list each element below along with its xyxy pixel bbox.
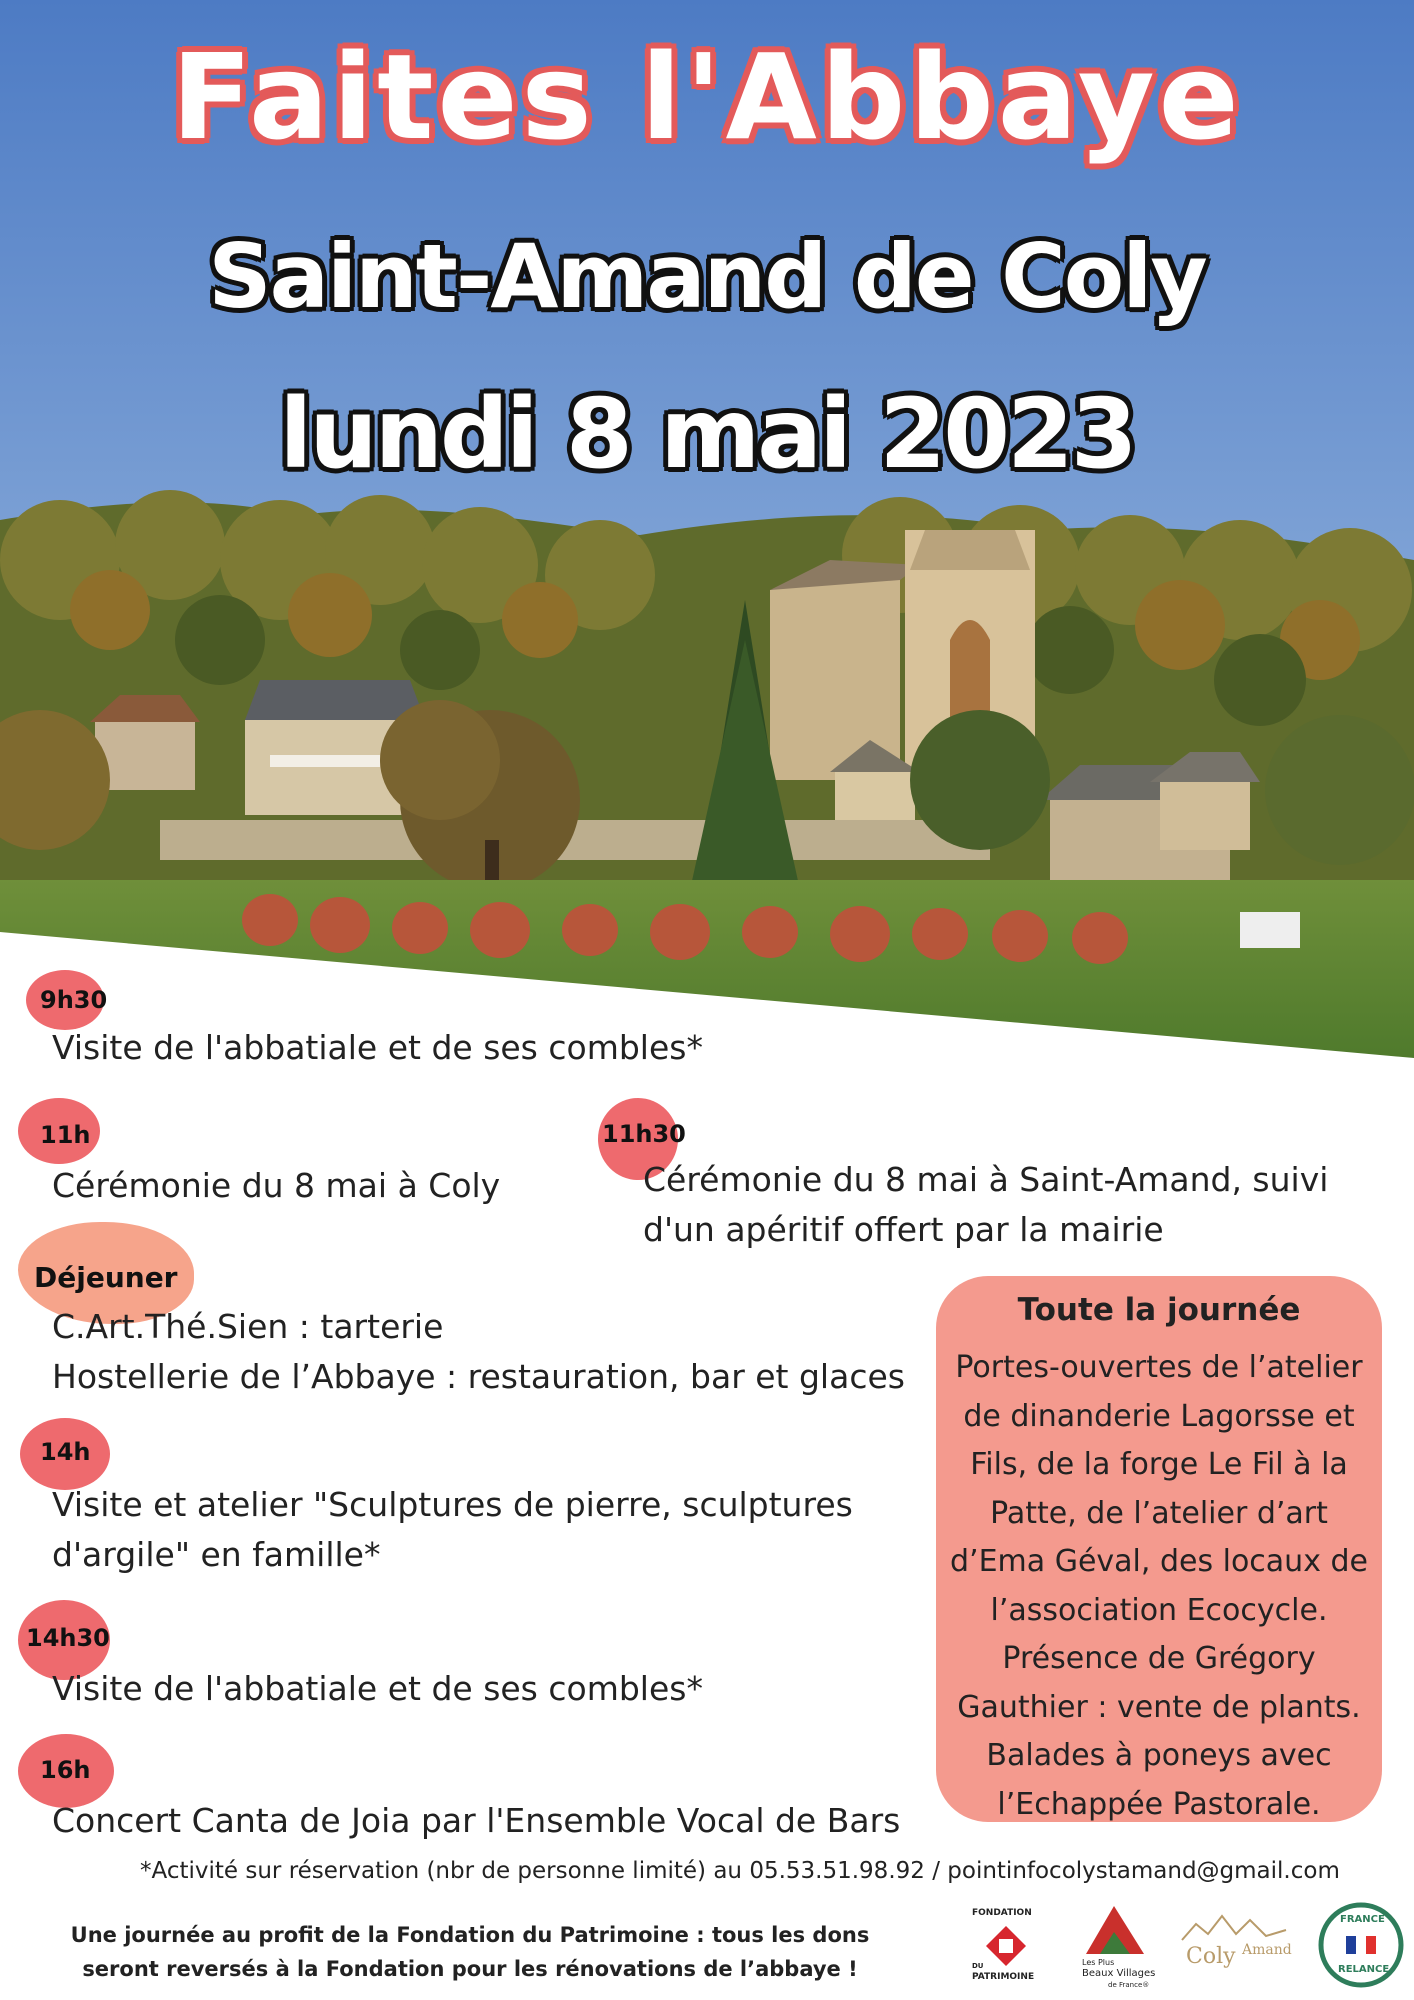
activity-text: Hostellerie de l’Abbaye : restauration, bar et glaces <box>52 1357 905 1396</box>
activity-text: d'argile" en famille* <box>52 1535 381 1574</box>
time-label: Déjeuner <box>34 1261 178 1294</box>
activity-text: C.Art.Thé.Sien : tarterie <box>52 1307 444 1346</box>
activity-text: Visite de l'abbatiale et de ses combles* <box>52 1028 703 1067</box>
france-relance-logo: FRANCE RELANCE <box>1318 1902 1404 1988</box>
time-label: 11h30 <box>602 1120 686 1148</box>
activity-text: Visite et atelier "Sculptures de pierre, sculptures <box>52 1485 853 1524</box>
beaux-villages-emblem-icon <box>1074 1898 1156 1958</box>
time-label: 16h <box>40 1756 91 1784</box>
time-label: 9h30 <box>40 986 108 1014</box>
coly-saint-amand-logo: Coly Amand <box>1176 1904 1292 1988</box>
activity-text: Visite de l'abbatiale et de ses combles* <box>52 1669 703 1708</box>
poster-date: lundi 8 mai 2023 <box>279 378 1135 490</box>
footer-note: Une journée au profit de la Fondation du Patrimoine : tous les dons seront reversés à la Fondation pour les rénovations de l’abbaye ! <box>70 1923 870 1981</box>
fondation-patrimoine-logo: FONDATION DU PATRIMOINE <box>964 1906 1048 1988</box>
reservation-note: *Activité sur réservation (nbr de personne limité) au 05.53.51.98.92 / pointinfocolystamand@gmail.com <box>140 1858 1340 1884</box>
all-day-heading: Toute la journée <box>1017 1292 1301 1328</box>
activity-text: Concert Canta de Joia par l'Ensemble Vocal de Bars <box>52 1801 901 1840</box>
time-label: 14h30 <box>26 1624 110 1652</box>
time-label: 11h <box>40 1121 91 1149</box>
activity-text: d'un apéritif offert par la mairie <box>643 1210 1164 1249</box>
beaux-villages-logo: Les Plus Beaux Villages de France® <box>1074 1898 1156 1994</box>
time-label: 14h <box>40 1438 91 1466</box>
activity-text: Cérémonie du 8 mai à Coly <box>52 1166 501 1205</box>
coly-village-sketch-icon <box>1176 1904 1292 1944</box>
poster-title: Faites l'Abbaye <box>171 28 1243 166</box>
all-day-box <box>936 1276 1382 1822</box>
poster-subtitle: Saint-Amand de Coly <box>208 225 1206 328</box>
all-day-text: Portes-ouvertes de l’atelier de dinanderie Lagorsse et Fils, de la forge Le Fil à la Patte, de l’atelier d’art d’Ema Géval, des locaux de l’association Ecocycle. Présence de Grégory Gauthier : vente de plants. Balades à poneys avec l’Echappée Pastorale. <box>950 1350 1368 1822</box>
activity-text: Cérémonie du 8 mai à Saint-Amand, suivi <box>643 1160 1329 1199</box>
